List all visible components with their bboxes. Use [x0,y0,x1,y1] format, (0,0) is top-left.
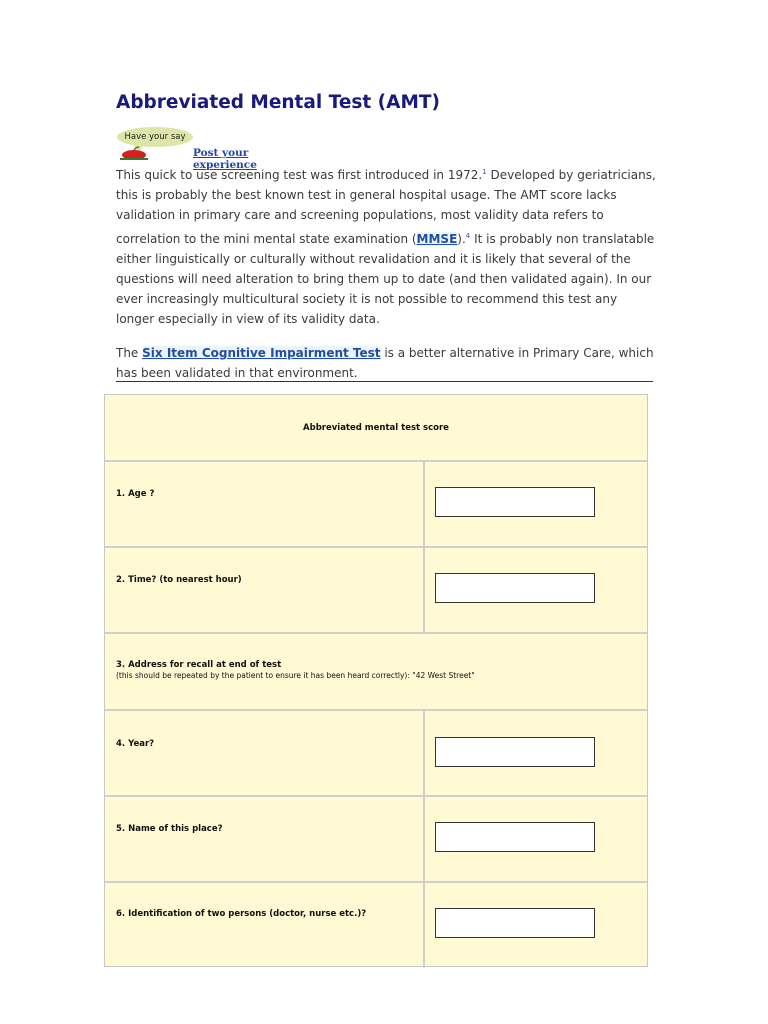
row-divider [105,546,647,548]
reference-1-link[interactable]: 1 [482,168,487,176]
answer-persons-input[interactable] [435,908,595,938]
reference-4-link[interactable]: 4 [465,231,471,240]
have-your-say-widget[interactable] [115,126,315,171]
question-time: 2. Time? (to nearest hour) [116,575,242,585]
divider [116,381,653,382]
row-divider [105,881,647,883]
column-divider [423,710,425,968]
alternative-paragraph: The Six Item Cognitive Impairment Test is a better alternative in Primary Care, which has been validated in that environment. [116,346,654,381]
answer-year-input[interactable] [435,737,595,767]
row-divider [105,460,647,462]
speech-bubble[interactable]: Have your say [117,127,193,147]
row-divider [105,795,647,797]
six-item-cit-link[interactable]: Six Item Cognitive Impairment Test [142,346,381,360]
question-age: 1. Age ? [116,489,155,499]
question-address: 3. Address for recall at end of test (this should be repeated by the patient to ensure it has been heard correctly): "42 West Street" [116,660,636,680]
column-divider [423,461,425,632]
row-divider [105,709,647,711]
page-title: Abbreviated Mental Test (AMT) [116,92,440,113]
amt-score-table [104,394,648,967]
apple-icon [117,146,151,160]
row-divider [105,632,647,634]
answer-time-input[interactable] [435,573,595,603]
address-note: (this should be repeated by the patient to ensure it has been heard correctly): "42 West Street" [116,671,475,680]
question-place: 5. Name of this place? [116,824,223,834]
mmse-link[interactable]: MMSE [416,231,458,246]
answer-age-input[interactable] [435,487,595,517]
intro-paragraph: This quick to use screening test was first introduced in 1972.$^1$ Developed by geriatricians, this is probably the best known test in general hospital usage. The AMT score lacks validation in primary care and screening populations, most validity data refers to correlation to the mini mental state examination (MMSE).$^4$ It is probably non translatable either linguistically or culturally without revalidation and it is likely that several of the questions will need alteration to bring them up to date (and then validated again). In our ever increasingly multicultural society it is not possible to recommend this test any longer especially in view of its validity data. [116,168,656,327]
question-persons: 6. Identification of two persons (doctor, nurse etc.)? [116,909,367,919]
answer-place-input[interactable] [435,822,595,852]
question-year: 4. Year? [116,739,155,749]
table-header: Abbreviated mental test score [303,423,449,433]
post-experience-link[interactable]: Post your experience [193,147,257,171]
